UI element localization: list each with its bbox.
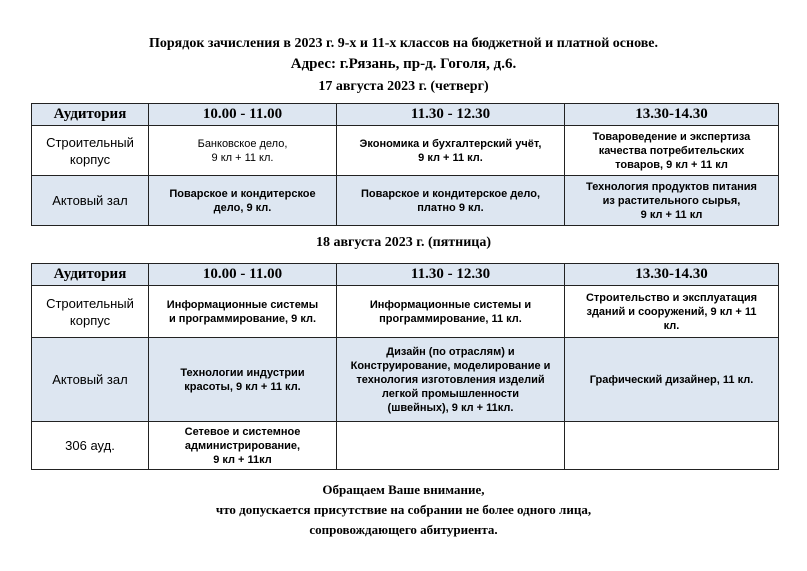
day1-title: 17 августа 2023 г. (четверг) — [318, 79, 489, 94]
cell-line: товаров, 9 кл + 11 кл — [615, 158, 728, 171]
schedule-cell — [337, 126, 565, 176]
col-header-slot3: 13.30-14.30 — [565, 104, 779, 126]
schedule-table-day1 — [31, 103, 779, 226]
col-header-slot3: 13.30-14.30 — [565, 264, 779, 286]
schedule-cell — [149, 422, 337, 470]
schedule-cell — [565, 338, 779, 422]
cell-line: Поварское и кондитерское дело, — [360, 187, 541, 200]
cell-line: Технология продуктов питания — [586, 180, 757, 193]
col-header-slot1: 10.00 - 11.00 — [149, 104, 337, 126]
cell-line: Конструирование, моделирование и — [350, 359, 551, 372]
cell-line: из растительного сырья, — [602, 194, 741, 207]
cell-line: 9 кл + 11кл — [213, 453, 272, 466]
cell-line: Сетевое и системное — [184, 425, 301, 438]
schedule-cell — [149, 176, 337, 226]
cell-line: программирование, 11 кл. — [379, 312, 522, 325]
col-header-slot2: 11.30 - 12.30 — [337, 264, 565, 286]
schedule-cell — [149, 338, 337, 422]
col-header-slot2: 11.30 - 12.30 — [337, 104, 565, 126]
title-line: Порядок зачисления в 2023 г. 9-х и 11-х классов на бюджетной и платной основе. — [148, 36, 658, 51]
cell-line: качества потребительских — [598, 144, 745, 157]
schedule-cell — [337, 338, 565, 422]
col-header-room: Аудитория — [32, 104, 149, 126]
cell-line: дело, 9 кл. — [213, 201, 272, 214]
cell-line: Дизайн (по отраслям) и — [386, 345, 515, 358]
schedule-cell — [565, 286, 779, 338]
cell-line: зданий и сооружений, 9 кл + 11 — [586, 305, 757, 318]
cell-line: 9 кл + 11 кл — [640, 208, 703, 221]
cell-line: Строительный — [46, 295, 134, 311]
schedule-cell — [149, 286, 337, 338]
schedule-cell — [149, 126, 337, 176]
day2-title: 18 августа 2023 г. (пятница) — [315, 235, 492, 250]
cell-line: платно 9 кл. — [417, 201, 484, 214]
room-cell — [32, 176, 149, 226]
room-cell — [32, 338, 149, 422]
cell-line: Поварское и кондитерское — [169, 187, 316, 200]
cell-line: (швейных), 9 кл + 11кл. — [387, 401, 514, 414]
col-header-room: Аудитория — [32, 264, 149, 286]
schedule-cell — [337, 176, 565, 226]
cell-line: корпус — [69, 312, 111, 328]
cell-line: Актовый зал — [52, 372, 128, 387]
schedule-cell — [337, 422, 565, 470]
cell-line: Графический дизайнер, 11 кл. — [589, 373, 754, 386]
cell-line: Экономика и бухгалтерский учёт, — [359, 137, 542, 150]
table-row — [32, 176, 779, 226]
schedule-table-day2 — [31, 263, 779, 470]
table-row — [32, 126, 779, 176]
room-cell — [32, 126, 149, 176]
table-row — [32, 338, 779, 422]
notice-line: сопровождающего абитуриента. — [309, 522, 498, 537]
notice-footer — [0, 480, 807, 540]
document-header — [0, 34, 807, 74]
cell-line: Банковское дело, — [197, 137, 288, 150]
table-row — [32, 286, 779, 338]
cell-line: красоты, 9 кл + 11 кл. — [184, 380, 301, 393]
cell-line: Строительство и эксплуатация — [585, 291, 758, 304]
schedule-cell — [565, 422, 779, 470]
cell-line: Строительный — [46, 134, 134, 150]
cell-line: 306 ауд. — [65, 438, 115, 453]
cell-line: кл. — [663, 319, 680, 332]
schedule-cell — [565, 176, 779, 226]
cell-line: 9 кл + 11 кл. — [418, 151, 483, 164]
col-header-slot1: 10.00 - 11.00 — [149, 264, 337, 286]
cell-line: и программирование, 9 кл. — [168, 312, 317, 325]
cell-line: Технологии индустрии — [180, 366, 305, 379]
room-cell — [32, 422, 149, 470]
table-row — [32, 422, 779, 470]
cell-line: Информационные системы и — [369, 298, 532, 311]
cell-line: технология изготовления изделий — [356, 373, 545, 386]
notice-line: Обращаем Ваше внимание, — [322, 482, 485, 497]
address-line: Адрес: г.Рязань, пр-д. Гоголя, д.6. — [290, 56, 517, 72]
cell-line: администрирование, — [184, 439, 301, 452]
cell-line: Информационные системы — [166, 298, 319, 311]
cell-line: Актовый зал — [52, 193, 128, 208]
schedule-cell — [337, 286, 565, 338]
cell-line: 9 кл + 11 кл. — [211, 151, 274, 164]
cell-line: легкой промышленности — [381, 387, 520, 400]
notice-line: что допускается присутствие на собрании не более одного лица, — [215, 502, 592, 517]
cell-line: корпус — [69, 151, 111, 167]
schedule-cell — [565, 126, 779, 176]
room-cell — [32, 286, 149, 338]
cell-line: Товароведение и экспертиза — [592, 130, 751, 143]
